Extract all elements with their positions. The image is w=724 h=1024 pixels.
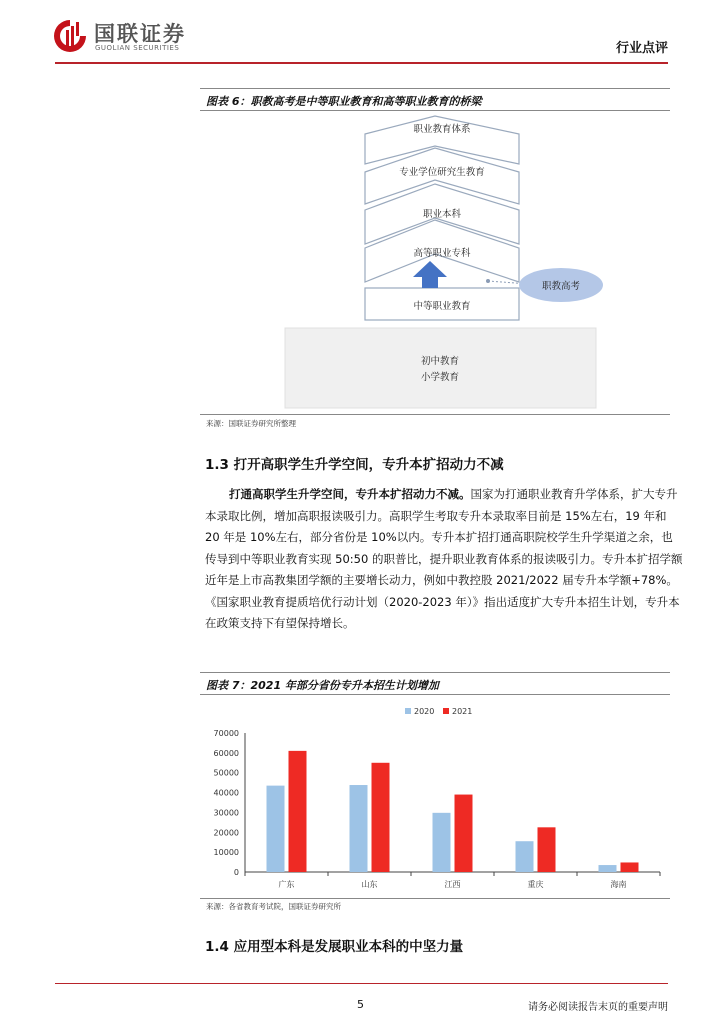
bubble-label: 职教高考 — [541, 281, 581, 292]
figure7-title-rule — [200, 694, 670, 695]
x-tick-label: 海南 — [610, 880, 627, 889]
figure7-top-rule — [200, 672, 670, 673]
level-label-5: 中等职业教育 — [413, 301, 471, 312]
enrollment-bar-chart — [200, 700, 670, 900]
y-tick-label: 60000 — [213, 748, 239, 758]
section-13-lead: 打通高职学生升学空间，专升本扩招动力不减。 — [229, 487, 471, 501]
y-tick-label: 10000 — [213, 848, 239, 858]
base-label-2: 小学教育 — [420, 372, 460, 383]
section-14-heading: 1.4 应用型本科是发展职业本科的中坚力量 — [205, 939, 464, 955]
header-rule — [55, 62, 668, 64]
bar-2020-4 — [599, 865, 617, 872]
y-tick-label: 30000 — [213, 808, 239, 818]
brand-logo — [52, 16, 192, 56]
figure6-title-rule — [200, 110, 670, 111]
y-tick-label: 40000 — [213, 788, 239, 798]
legend-label-2021: 2021 — [452, 707, 473, 716]
brand-name-en: GUOLIAN SECURITIES — [95, 44, 180, 52]
up-arrow-icon — [413, 261, 447, 288]
vocational-education-diagram — [205, 112, 665, 412]
logo-emblem-icon — [52, 18, 88, 54]
bar-2020-3 — [516, 841, 534, 872]
footer-disclaimer: 请务必阅读报告末页的重要声明 — [528, 1002, 668, 1013]
report-category: 行业点评 — [615, 41, 668, 56]
legend-swatch-2020 — [405, 708, 411, 714]
x-tick-label: 江西 — [444, 880, 461, 889]
y-tick-label: 0 — [233, 868, 239, 877]
level-label-3: 职业本科 — [422, 209, 462, 220]
bar-2021-2 — [455, 795, 473, 872]
bar-2020-0 — [267, 786, 285, 872]
page-number: 5 — [357, 998, 364, 1011]
level-label-4: 高等职业专科 — [413, 248, 471, 259]
section-13-text: 国家为打通职业教育升学体系，扩大专升本录取比例，增加高职报读吸引力。高职学生考取专升本录取率目前是 15%左右，19 年和 20 年是 10%左右，部分省份是 10%以内。专升本扩招打通高职院校学生升学渠道之余，也传导到中等职业教育实现 50:50 的职普比，提升职业教育体系的报读吸引力。专升本扩招学额近年是上市高教集团学额的主要增长动力，例如中教控股 2021/2022 届专升本学额+78%。《国家职业教育提质培优行动计划（2020-2023 年）》指出适度扩大专升本招生计划，专升本在政策支持下有望保持增长。 — [205, 487, 683, 630]
section-13-heading: 1.3 打开高职学生升学空间，专升本扩招动力不减 — [205, 457, 504, 473]
y-tick-label: 70000 — [213, 729, 239, 738]
bar-2021-0 — [289, 751, 307, 872]
base-label-1: 初中教育 — [420, 356, 460, 367]
level-label-2: 专业学位研究生教育 — [399, 167, 485, 178]
legend-swatch-2021 — [443, 708, 449, 714]
section-13-body — [205, 484, 684, 635]
brand-name-cn: 国联证券 — [94, 22, 186, 46]
bar-2020-2 — [433, 813, 451, 872]
figure6-source: 来源：国联证券研究所整理 — [206, 419, 296, 428]
x-tick-label: 重庆 — [527, 880, 544, 889]
bar-2021-4 — [621, 862, 639, 872]
figure6-top-rule — [200, 88, 670, 89]
x-tick-label: 广东 — [278, 880, 295, 889]
bar-2021-1 — [372, 763, 390, 872]
connector-dot — [486, 279, 490, 283]
figure7-bottom-rule — [200, 898, 670, 899]
legend-label-2020: 2020 — [414, 707, 435, 716]
bar-2021-3 — [538, 827, 556, 872]
x-tick-label: 山东 — [361, 880, 378, 889]
y-tick-label: 50000 — [213, 768, 239, 778]
figure7-source: 来源：各省教育考试院，国联证券研究所 — [206, 902, 341, 911]
basic-education-box — [285, 328, 596, 408]
figure6-title: 图表 6：职教高考是中等职业教育和高等职业教育的桥梁 — [206, 95, 482, 108]
figure6-bottom-rule — [200, 414, 670, 415]
footer-rule — [55, 983, 668, 984]
level-label-1: 职业教育体系 — [413, 124, 471, 135]
bar-2020-1 — [350, 785, 368, 872]
y-tick-label: 20000 — [213, 828, 239, 838]
figure7-title: 图表 7：2021 年部分省份专升本招生计划增加 — [206, 679, 439, 692]
